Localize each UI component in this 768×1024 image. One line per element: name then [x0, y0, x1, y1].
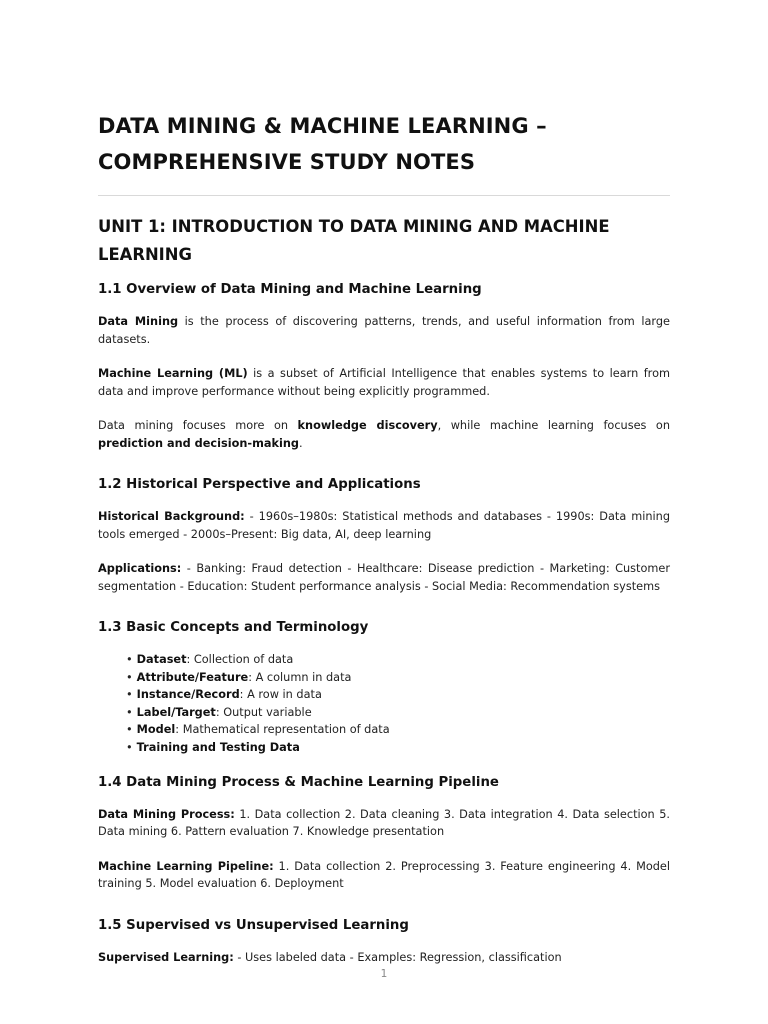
section-1-1-paragraph-1: Data Mining is the process of discovering patterns, trends, and useful information from large datasets. — [98, 315, 670, 346]
section-1-5-heading: 1.5 Supervised vs Unsupervised Learning — [98, 917, 409, 933]
section-1-4-heading: 1.4 Data Mining Process & Machine Learning Pipeline — [98, 774, 499, 790]
term-machine-learning: Machine Learning (ML) — [98, 367, 248, 380]
term-supervised-learning: Supervised Learning: — [98, 950, 234, 964]
title-line-2: COMPREHENSIVE STUDY NOTES — [98, 150, 476, 174]
list-item: • Attribute/Feature: A column in data — [126, 670, 352, 684]
document-title — [98, 108, 670, 180]
term-historical-background: Historical Background: — [98, 510, 245, 523]
term-applications: Applications: — [98, 562, 182, 575]
unit-heading: UNIT 1: INTRODUCTION TO DATA MINING AND MACHINE LEARNING — [98, 217, 610, 264]
terminology-list — [98, 651, 670, 757]
title-line-1: DATA MINING & MACHINE LEARNING – — [98, 114, 547, 138]
section-1-2-paragraph-2: Applications: - Banking: Fraud detection - Healthcare: Disease prediction - Marketing: Customer segmentation - Education: Student performance analysis - Social Media: Recommendation systems — [98, 562, 670, 593]
list-item: • Model: Mathematical representation of data — [126, 723, 390, 737]
section-1-4-paragraph-2: Machine Learning Pipeline: 1. Data collection 2. Preprocessing 3. Feature engineering 4. Model training 5. Model evaluation 6. Deployment — [98, 859, 670, 891]
term-prediction-decision: prediction and decision-making — [98, 436, 299, 450]
list-item: • Dataset: Collection of data — [126, 653, 294, 666]
section-1-5-paragraph-1: Supervised Learning: - Uses labeled data - Examples: Regression, classification — [98, 950, 562, 964]
title-divider — [98, 195, 670, 196]
list-item: • Training and Testing Data — [126, 740, 300, 754]
section-1-2-paragraph-1: Historical Background: - 1960s–1980s: Statistical methods and databases - 1990s: Data mining tools emerged - 2000s–Present: Big data, AI, deep learning — [98, 510, 670, 541]
section-1-1-paragraph-3: Data mining focuses more on knowledge discovery, while machine learning focuses on prediction and decision-making. — [98, 419, 670, 450]
term-ml-pipeline: Machine Learning Pipeline: — [98, 859, 274, 873]
term-data-mining-process: Data Mining Process: — [98, 807, 235, 821]
list-item: • Label/Target: Output variable — [126, 705, 312, 719]
section-1-4-paragraph-1: Data Mining Process: 1. Data collection 2. Data cleaning 3. Data integration 4. Data selection 5. Data mining 6. Pattern evaluation 7. Knowledge presentation — [98, 807, 670, 839]
list-item: • Instance/Record: A row in data — [126, 688, 322, 702]
page-number: 1 — [380, 968, 388, 980]
term-knowledge-discovery: knowledge discovery — [297, 419, 438, 432]
section-1-1-paragraph-2: Machine Learning (ML) is a subset of Artificial Intelligence that enables systems to learn from data and improve performance without being explicitly programmed. — [98, 367, 670, 398]
section-1-1-heading: 1.1 Overview of Data Mining and Machine Learning — [98, 282, 482, 297]
term-data-mining: Data Mining — [98, 315, 179, 328]
section-1-3-heading: 1.3 Basic Concepts and Terminology — [98, 620, 369, 635]
section-1-2-heading: 1.2 Historical Perspective and Applications — [98, 477, 421, 492]
